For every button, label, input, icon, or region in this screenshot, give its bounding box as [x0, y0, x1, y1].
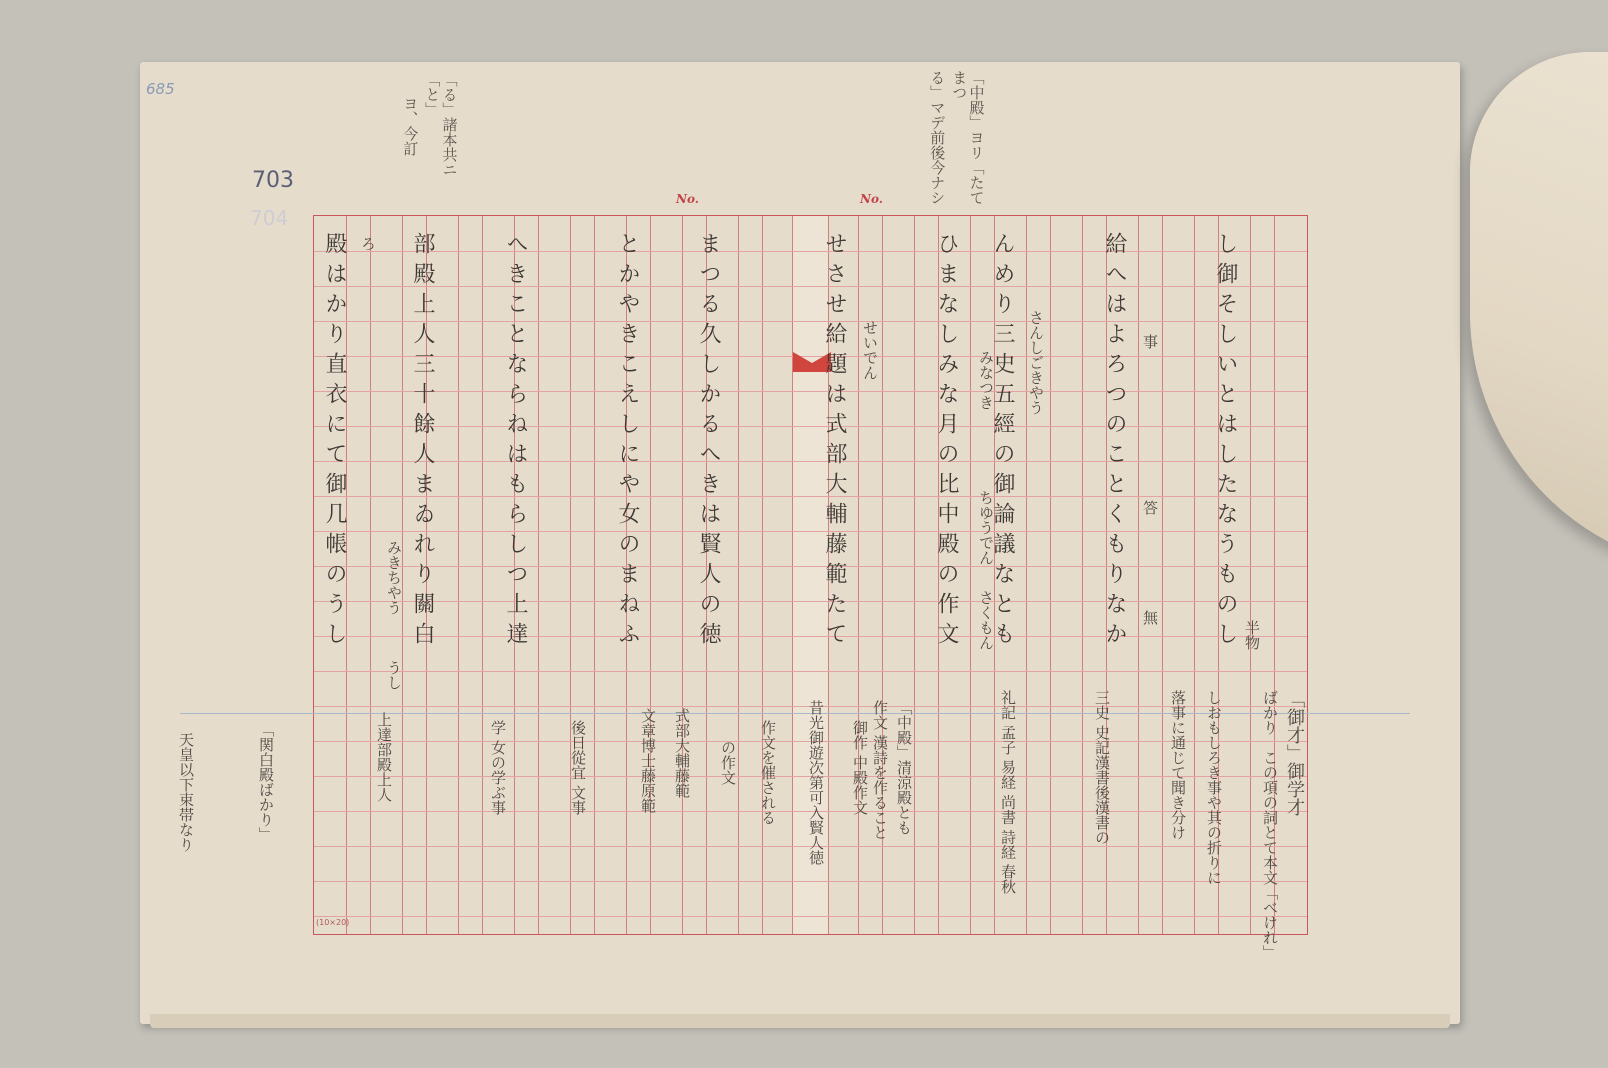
bottom-note-2: 作文を催される [759, 720, 777, 825]
main-column-4: ひまなしみな月の比中殿の作文 [934, 232, 959, 652]
curled-page-corner [1470, 52, 1608, 572]
lower-note-8: 作文 漢詩を作ること [871, 700, 889, 840]
grid-footer-label: (10×20) [316, 918, 350, 927]
interline-note-8: さくもん [977, 590, 995, 650]
stamp-number: 703 [252, 168, 294, 193]
lower-note-14: 上達部殿上人 [375, 712, 393, 802]
lower-note-12: 学 女の学ぶ事 [489, 720, 507, 815]
top-note-right-1: 「中殿」ヨリ「たてまつ [950, 70, 986, 205]
lower-note-7: 「中殿」清涼殿とも [895, 700, 913, 835]
main-column-9: 部殿上人三十餘人まゐれり關白 [410, 232, 435, 652]
main-column-10: 殿はかり直衣にて御几帳のうし [322, 232, 347, 652]
interline-note-7: ちゆうでん [977, 490, 995, 565]
lower-note-6: 礼記 孟子 易経 尚書 詩経 春秋 [999, 690, 1017, 894]
top-note-left-2: ヨ、今訂 [401, 96, 420, 156]
page-stack-edge [150, 1014, 1450, 1028]
main-column-2: 給へはよろつのことくもりなか [1102, 232, 1127, 652]
main-column-7: とかやきこえしにや女のまねふ [615, 232, 640, 652]
stamp-number-ghost: 704 [250, 206, 289, 230]
lower-note-1: 「御才」御学才 [1284, 690, 1305, 816]
interline-note-2: 事 [1141, 334, 1159, 349]
interline-note-1: 半物 [1243, 620, 1261, 650]
bottom-note-3: の作文 [719, 740, 737, 785]
top-note-right-2: る」マデ前後今ナシ [928, 70, 947, 205]
lower-note-15: 「関白殿ばかり」 [257, 722, 275, 842]
main-column-1: し御そしいとはしたなうものし [1213, 232, 1238, 652]
interline-note-6: みなつき [977, 350, 995, 410]
main-column-5: せさせ給題は式部大輔藤範たて [822, 232, 847, 652]
lower-note-16: 天皇以下束帯なり [177, 732, 195, 852]
interline-note-4: 無 [1141, 610, 1159, 625]
interline-note-5: さんしごきやう [1027, 310, 1045, 415]
interline-note-10: みきちやう [385, 540, 403, 615]
lower-note-13: 後日從宜 文事 [569, 720, 587, 815]
interline-note-12: ろ [359, 236, 377, 251]
lower-note-10: 式部大輔藤範 [673, 708, 691, 798]
lower-note-5: 三史 史記漢書後漢書の [1093, 690, 1111, 845]
lower-note-9: 御作 中殿作文 [851, 720, 869, 815]
lower-note-11: 文章博士藤原範 [639, 708, 657, 813]
lower-note-4: 落事に通じて聞き分け [1169, 690, 1187, 840]
top-note-left-1: 「る」諸本共ニ「と」 [423, 72, 459, 177]
interline-note-3: 答 [1141, 500, 1159, 515]
grid-label-right: No. [860, 192, 883, 206]
lower-note-2: ばかり この項の詞とて本文「べけれ」 [1261, 690, 1279, 960]
guide-line [180, 713, 1410, 714]
corner-page-number: 685 [146, 80, 175, 98]
bottom-note-1: 昔光御遊次第可入賢人徳 [807, 700, 825, 865]
interline-note-9: せいでん [861, 320, 879, 380]
main-column-3: んめり三史五經の御論議なとも [990, 232, 1015, 652]
lower-note-3: しおもしろき事や其の折りに [1205, 690, 1223, 885]
main-column-6: まつる久しかるへきは賢人の徳 [696, 232, 721, 652]
interline-note-11: うし [385, 660, 403, 690]
main-column-8: へきことならねはもらしつ上達 [503, 232, 528, 652]
grid-label-left: No. [676, 192, 699, 206]
